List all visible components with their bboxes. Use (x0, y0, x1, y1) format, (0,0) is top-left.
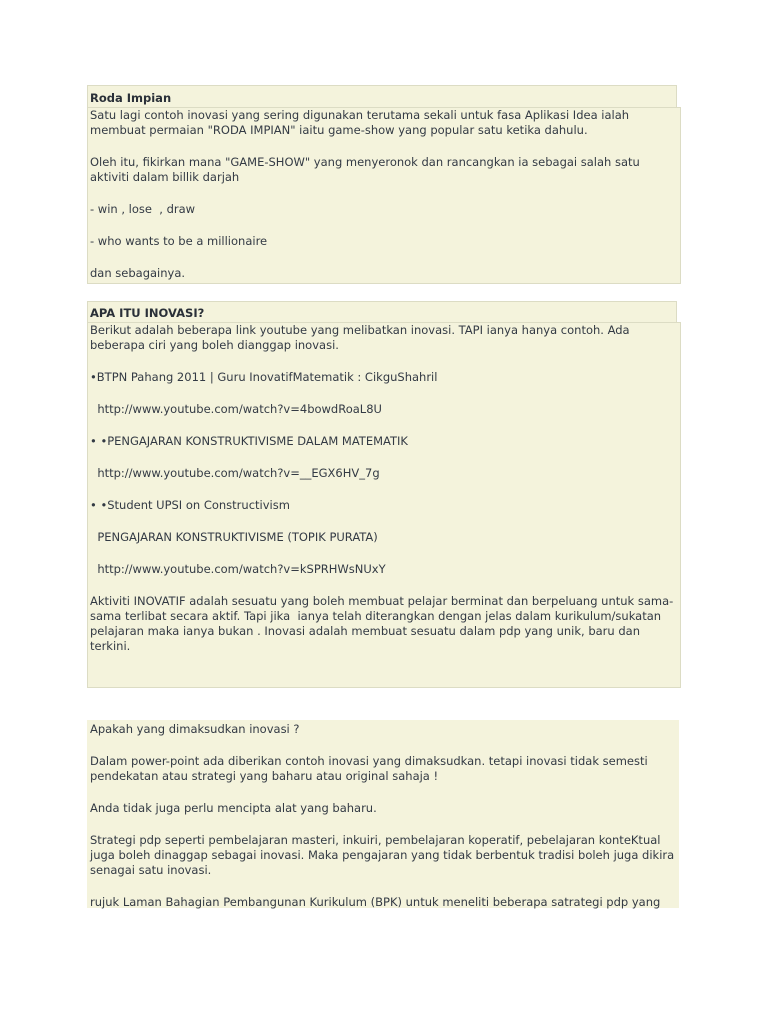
section2-closing: Aktiviti INOVATIF adalah sesuatu yang boleh membuat pelajar berminat dan berpeluang untuk sama-sama terlibat secara aktif. Tapi jika ianya telah diterangkan dengan jelas dalam kurikulum/sukatan pelajaran maka ianya bukan . Inovasi adalah membuat sesuatu dalam pdp yang unik, baru dan terkini. (90, 594, 674, 653)
video-item-subtitle: PENGAJARAN KONSTRUKTIVISME (TOPIK PURATA) (90, 530, 378, 544)
video-item-title: • •PENGAJARAN KONSTRUKTIVISME DALAM MATEMATIK (90, 434, 408, 448)
section3-paragraph: Apakah yang dimaksudkan inovasi ? (90, 722, 300, 736)
section1-paragraph: - who wants to be a millionaire (90, 234, 268, 248)
video-item-title: •BTPN Pahang 2011 | Guru InovatifMatematik : CikguShahril (90, 370, 438, 384)
video-item-title: • •Student UPSI on Constructivism (90, 498, 290, 512)
section1-paragraph: Oleh itu, fikirkan mana "GAME-SHOW" yang menyeronok dan rancangkan ia sebagai salah satu aktiviti dalam billik darjah (90, 155, 644, 184)
section1-paragraph: Satu lagi contoh inovasi yang sering digunakan terutama sekali untuk fasa Aplikasi Idea ialah membuat permaian "RODA IMPIAN" iaitu game-show yang popular satu ketika dahulu. (90, 108, 633, 137)
section3-paragraph: rujuk Laman Bahagian Pembangunan Kurikulum (BPK) untuk meneliti beberapa satrategi pdp yang (90, 895, 661, 909)
section2-title: APA ITU INOVASI? (90, 306, 205, 320)
youtube-link[interactable]: http://www.youtube.com/watch?v=4bowdRoaL8U (90, 402, 382, 416)
section-apakah-inovasi (87, 722, 679, 910)
section1-title: Roda Impian (90, 91, 172, 105)
section-roda-impian (87, 91, 679, 281)
section-apa-itu-inovasi (87, 306, 679, 654)
section3-paragraph: Dalam power-point ada diberikan contoh inovasi yang dimaksudkan. tetapi inovasi tidak semesti pendekatan atau strategi yang baharu atau original sahaja ! (90, 754, 652, 783)
section1-paragraph: - win , lose , draw (90, 202, 196, 216)
section3-paragraph: Strategi pdp seperti pembelajaran masteri, inkuiri, pembelajaran koperatif, pebelajaran konteKtual juga boleh dinaggap sebagai inovasi. Maka pengajaran yang tidak berbentuk tradisi boleh juga dikira senagai satu inovasi. (90, 833, 678, 877)
section1-paragraph: dan sebagainya. (90, 266, 186, 280)
youtube-link[interactable]: http://www.youtube.com/watch?v=kSPRHWsNUxY (90, 562, 386, 576)
section2-intro: Berikut adalah beberapa link youtube yang melibatkan inovasi. TAPI ianya hanya contoh. Ada beberapa ciri yang boleh dianggap inovasi. (90, 323, 634, 352)
youtube-link[interactable]: http://www.youtube.com/watch?v=__EGX6HV_7g (90, 466, 380, 480)
section3-paragraph: Anda tidak juga perlu mencipta alat yang baharu. (90, 801, 377, 815)
